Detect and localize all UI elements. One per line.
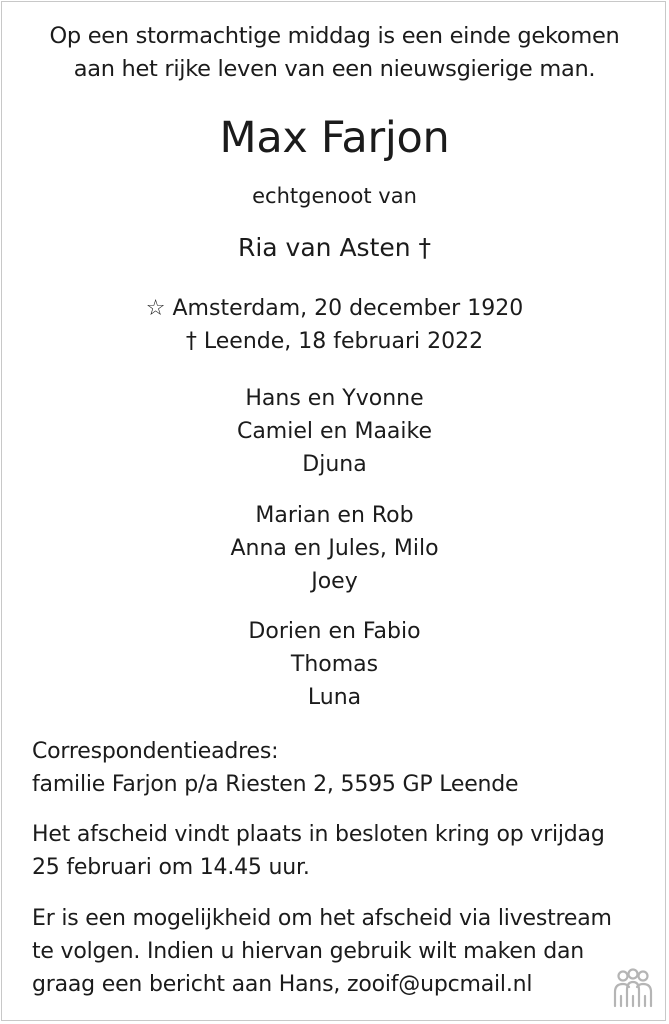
family-group-3	[0, 615, 669, 714]
family-member: Thomas	[290, 652, 379, 677]
family-member: Marian en Rob	[255, 503, 414, 528]
correspondence-block	[32, 735, 642, 801]
farewell-block	[32, 818, 642, 884]
life-dates	[0, 292, 669, 358]
spouse-label: echtgenoot van	[252, 184, 417, 208]
farewell-line-1: Het afscheid vindt plaats in besloten kring op vrijdag	[32, 822, 605, 847]
correspondence-address: familie Farjon p/a Riesten 2, 5595 GP Leende	[32, 772, 519, 797]
family-group-1	[0, 382, 669, 481]
death-line: † Leende, 18 februari 2022	[185, 329, 484, 354]
family-member: Dorien en Fabio	[248, 619, 421, 644]
birth-line: ☆ Amsterdam, 20 december 1920	[145, 296, 524, 321]
family-member: Hans en Yvonne	[245, 386, 424, 411]
intro-line-2: aan het rijke leven van een nieuwsgierige man.	[73, 56, 596, 82]
people-group-icon	[609, 968, 657, 1008]
correspondence-label: Correspondentieadres:	[32, 739, 279, 764]
livestream-line-3: graag een bericht aan Hans, zooif@upcmail.nl	[32, 972, 533, 997]
farewell-line-2: 25 februari om 14.45 uur.	[32, 855, 310, 880]
livestream-block	[32, 902, 642, 1001]
intro-line-1: Op een stormachtige middag is een einde gekomen	[49, 23, 620, 49]
intro-text	[0, 20, 669, 86]
family-member: Djuna	[302, 452, 367, 477]
spouse-name: Ria van Asten †	[237, 233, 432, 262]
family-member: Luna	[307, 685, 362, 710]
deceased-name: Max Farjon	[219, 113, 450, 163]
family-group-2	[0, 499, 669, 598]
livestream-line-2: te volgen. Indien u hiervan gebruik wilt maken dan	[32, 939, 585, 964]
family-member: Camiel en Maaike	[236, 419, 433, 444]
livestream-line-1: Er is een mogelijkheid om het afscheid via livestream	[32, 906, 612, 931]
family-member: Joey	[311, 569, 358, 594]
family-member: Anna en Jules, Milo	[230, 536, 439, 561]
